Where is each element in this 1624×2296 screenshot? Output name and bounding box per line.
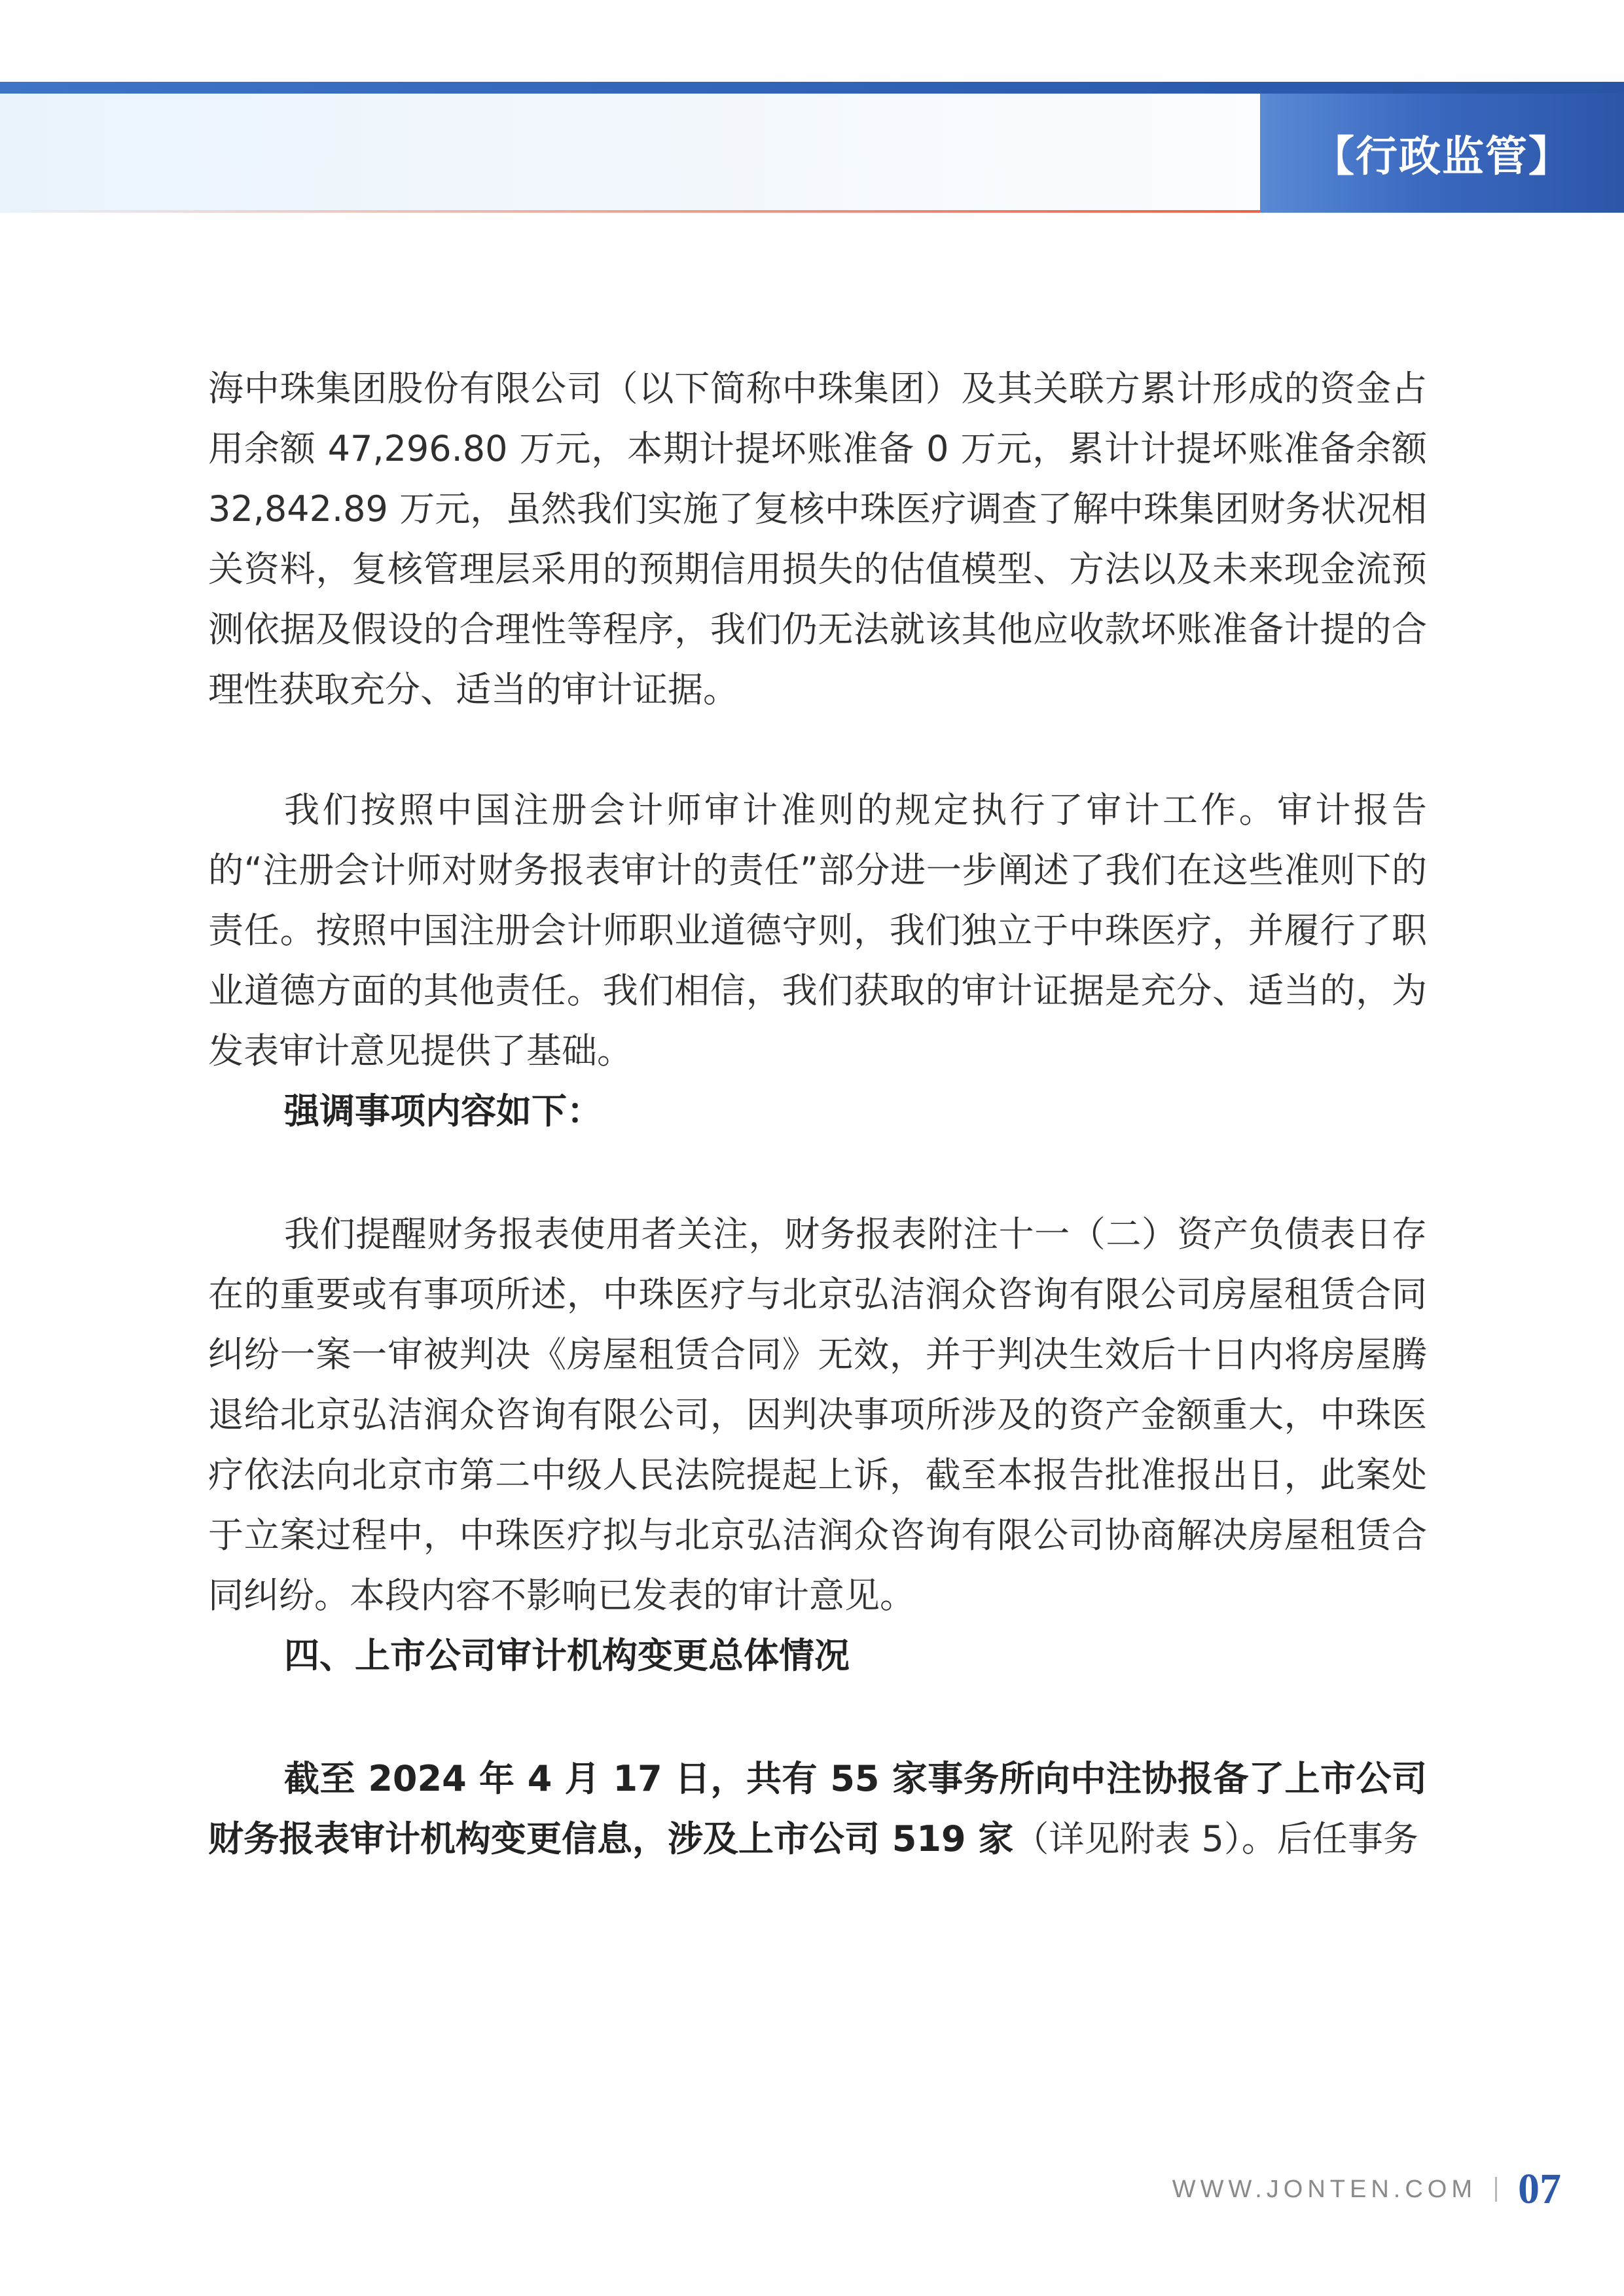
paragraph-3: 我们提醒财务报表使用者关注，财务报表附注十一（二）资产负债表日存在的重要或有事项所述，中珠医疗与北京弘洁润众咨询有限公司房屋租赁合同纠纷一案一审被判决《房屋租赁合同》无效，并于判决生效后十日内将房屋腾退给北京弘洁润众咨询有限公司，因判决事项所涉及的资产金额重大，中珠医疗依法向北京市第二中级人民法院提起上诉，截至本报告批准报出日，此案处于立案过程中，中珠医疗拟与北京弘洁润众咨询有限公司协商解决房屋租赁合同纠纷。本段内容不影响已发表的审计意见。 [208,1213,1427,1616]
page-number: 07 [1518,2165,1561,2213]
paragraph-2: 我们按照中国注册会计师审计准则的规定执行了审计工作。审计报告的“注册会计师对财务报表审计的责任”部分进一步阐述了我们在这些准则下的责任。按照中国注册会计师职业道德守则，我们独立于中珠医疗，并履行了职业道德方面的其他责任。我们相信，我们获取的审计证据是充分、适当的，为发表审计意见提供了基础。 [208,789,1427,1071]
footer-url: WWW.JONTEN.COM [1172,2175,1477,2203]
paragraph-4-rest: （详见附表 5）。后任事务 [1013,1818,1418,1859]
paragraph-1: 海中珠集团股份有限公司（以下简称中珠集团）及其关联方累计形成的资金占用余额 47,296.80 万元，本期计提坏账准备 0 万元，累计计提坏账准备余额 32,842.89 万元，虽然我们实施了复核中珠医疗调查了解中珠集团财务状况相关资料，复核管理层采用的预期信用损失的估值模型、方法以及未来现金流预测依据及假设的合理性等程序，我们仍无法就该其他应收款坏账准备计提的合理性获取充分、适当的审计证据。 [208,368,1427,710]
paragraph-4 [208,1749,1427,1869]
page-content [208,359,1427,1869]
footer-divider [1495,2177,1497,2202]
section-tag [1260,94,1624,213]
header-top-stripe [0,82,1624,94]
paragraph-4-bold: 截至 2024 年 4 月 17 日，共有 55 家事务所向中注协报备了上市公司财务报表审计机构变更信息，涉及上市公司 519 家 [208,1758,1427,1859]
footer [1172,2163,1561,2215]
header-band [0,82,1624,213]
header-light-panel [0,94,1260,213]
header-accent-line [0,210,1260,213]
emphasis-heading: 强调事项内容如下： [284,1090,602,1132]
section-tag-label: 【行政监管】 [1312,132,1572,181]
section-heading: 四、上市公司审计机构变更总体情况 [284,1635,850,1676]
